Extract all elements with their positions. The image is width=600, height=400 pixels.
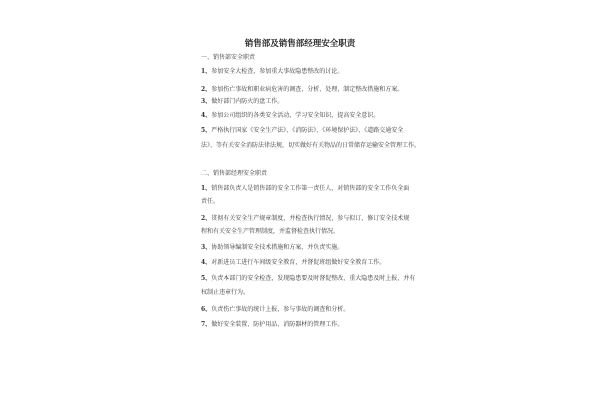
section-heading-2: 二、销售部经理安全职责 (201, 170, 268, 177)
item-number: 3、 (201, 244, 212, 251)
list-item-continuation (201, 140, 421, 152)
list-item-continuation (201, 287, 411, 299)
item-number: 6、 (201, 306, 212, 313)
item-text-line-2: 程和有关安全生产管理制度，并监督检查执行情况。 (201, 228, 340, 235)
item-text: 做好安全装置、防护用品、消防器材的管理工作。 (211, 321, 344, 328)
item-text: 负责伤亡事故的统计上报，参与事故的调查和分析。 (211, 306, 350, 313)
list-item (201, 273, 416, 285)
item-number: 2、 (201, 86, 212, 93)
item-number: 5、 (201, 275, 212, 282)
item-text: 参加安全大检查，参加重大事故隐患整改的讨论。 (211, 68, 344, 75)
list-item (201, 96, 411, 108)
document-title: 销售部及销售部经理安全职责 (244, 39, 356, 49)
list-item-continuation (201, 226, 411, 238)
item-text-line-1: 严格执行国家《安全生产法》、《消防法》、《环境保护法》、《道路交通安全 (211, 127, 404, 134)
item-text: 协助领导编制安全技术措施和方案，并负责实施。 (211, 244, 344, 251)
item-number: 1、 (201, 68, 212, 75)
list-item (201, 257, 411, 269)
list-item (201, 125, 411, 137)
item-text-line-1: 负责本部门的安全检查，发现隐患要及时督促整改，重大隐患及时上报，并有 (211, 275, 416, 282)
list-item (201, 84, 411, 96)
item-number: 1、 (201, 185, 212, 192)
item-text: 参加公司组织的各类安全活动，学习安全知识，提高安全意识。 (211, 112, 380, 119)
item-text: 对新进员工进行车间级安全教育，并督促班组做好安全教育工作。 (211, 259, 386, 266)
list-item (201, 242, 411, 254)
item-text-line-2: 权制止违章行为。 (201, 289, 250, 296)
item-text-line-2: 责任。 (201, 198, 220, 205)
item-number: 4、 (201, 259, 212, 266)
item-text-line-2: 法》、等有关安全消防法律法规，切实做好有关物品的日常储存运输安全管理工作。 (201, 142, 421, 149)
item-number: 5、 (201, 127, 212, 134)
list-item (201, 319, 411, 331)
item-number: 3、 (201, 98, 212, 105)
list-item (201, 183, 411, 195)
section-heading-1: 一、销售部安全职责 (201, 54, 256, 61)
list-item (201, 66, 411, 78)
item-number: 7、 (201, 321, 212, 328)
list-item-continuation (201, 196, 411, 208)
item-text-line-1: 销售部负责人是销售部的安全工作第一责任人，对销售部的安全工作负全面 (211, 185, 410, 192)
item-number: 4、 (201, 112, 212, 119)
item-number: 2、 (201, 215, 212, 222)
list-item (201, 110, 411, 122)
item-text-line-1: 贯彻有关安全生产规章制度，并检查执行情况，参与拟订、修订安全技术规 (211, 215, 410, 222)
list-item (201, 213, 411, 225)
item-text: 参加伤亡事故和职业病危害的调查、分析、处理，制定整改措施和方案。 (211, 86, 404, 93)
item-text: 做好部门内防火的盘工作。 (211, 98, 284, 105)
list-item (201, 304, 411, 316)
